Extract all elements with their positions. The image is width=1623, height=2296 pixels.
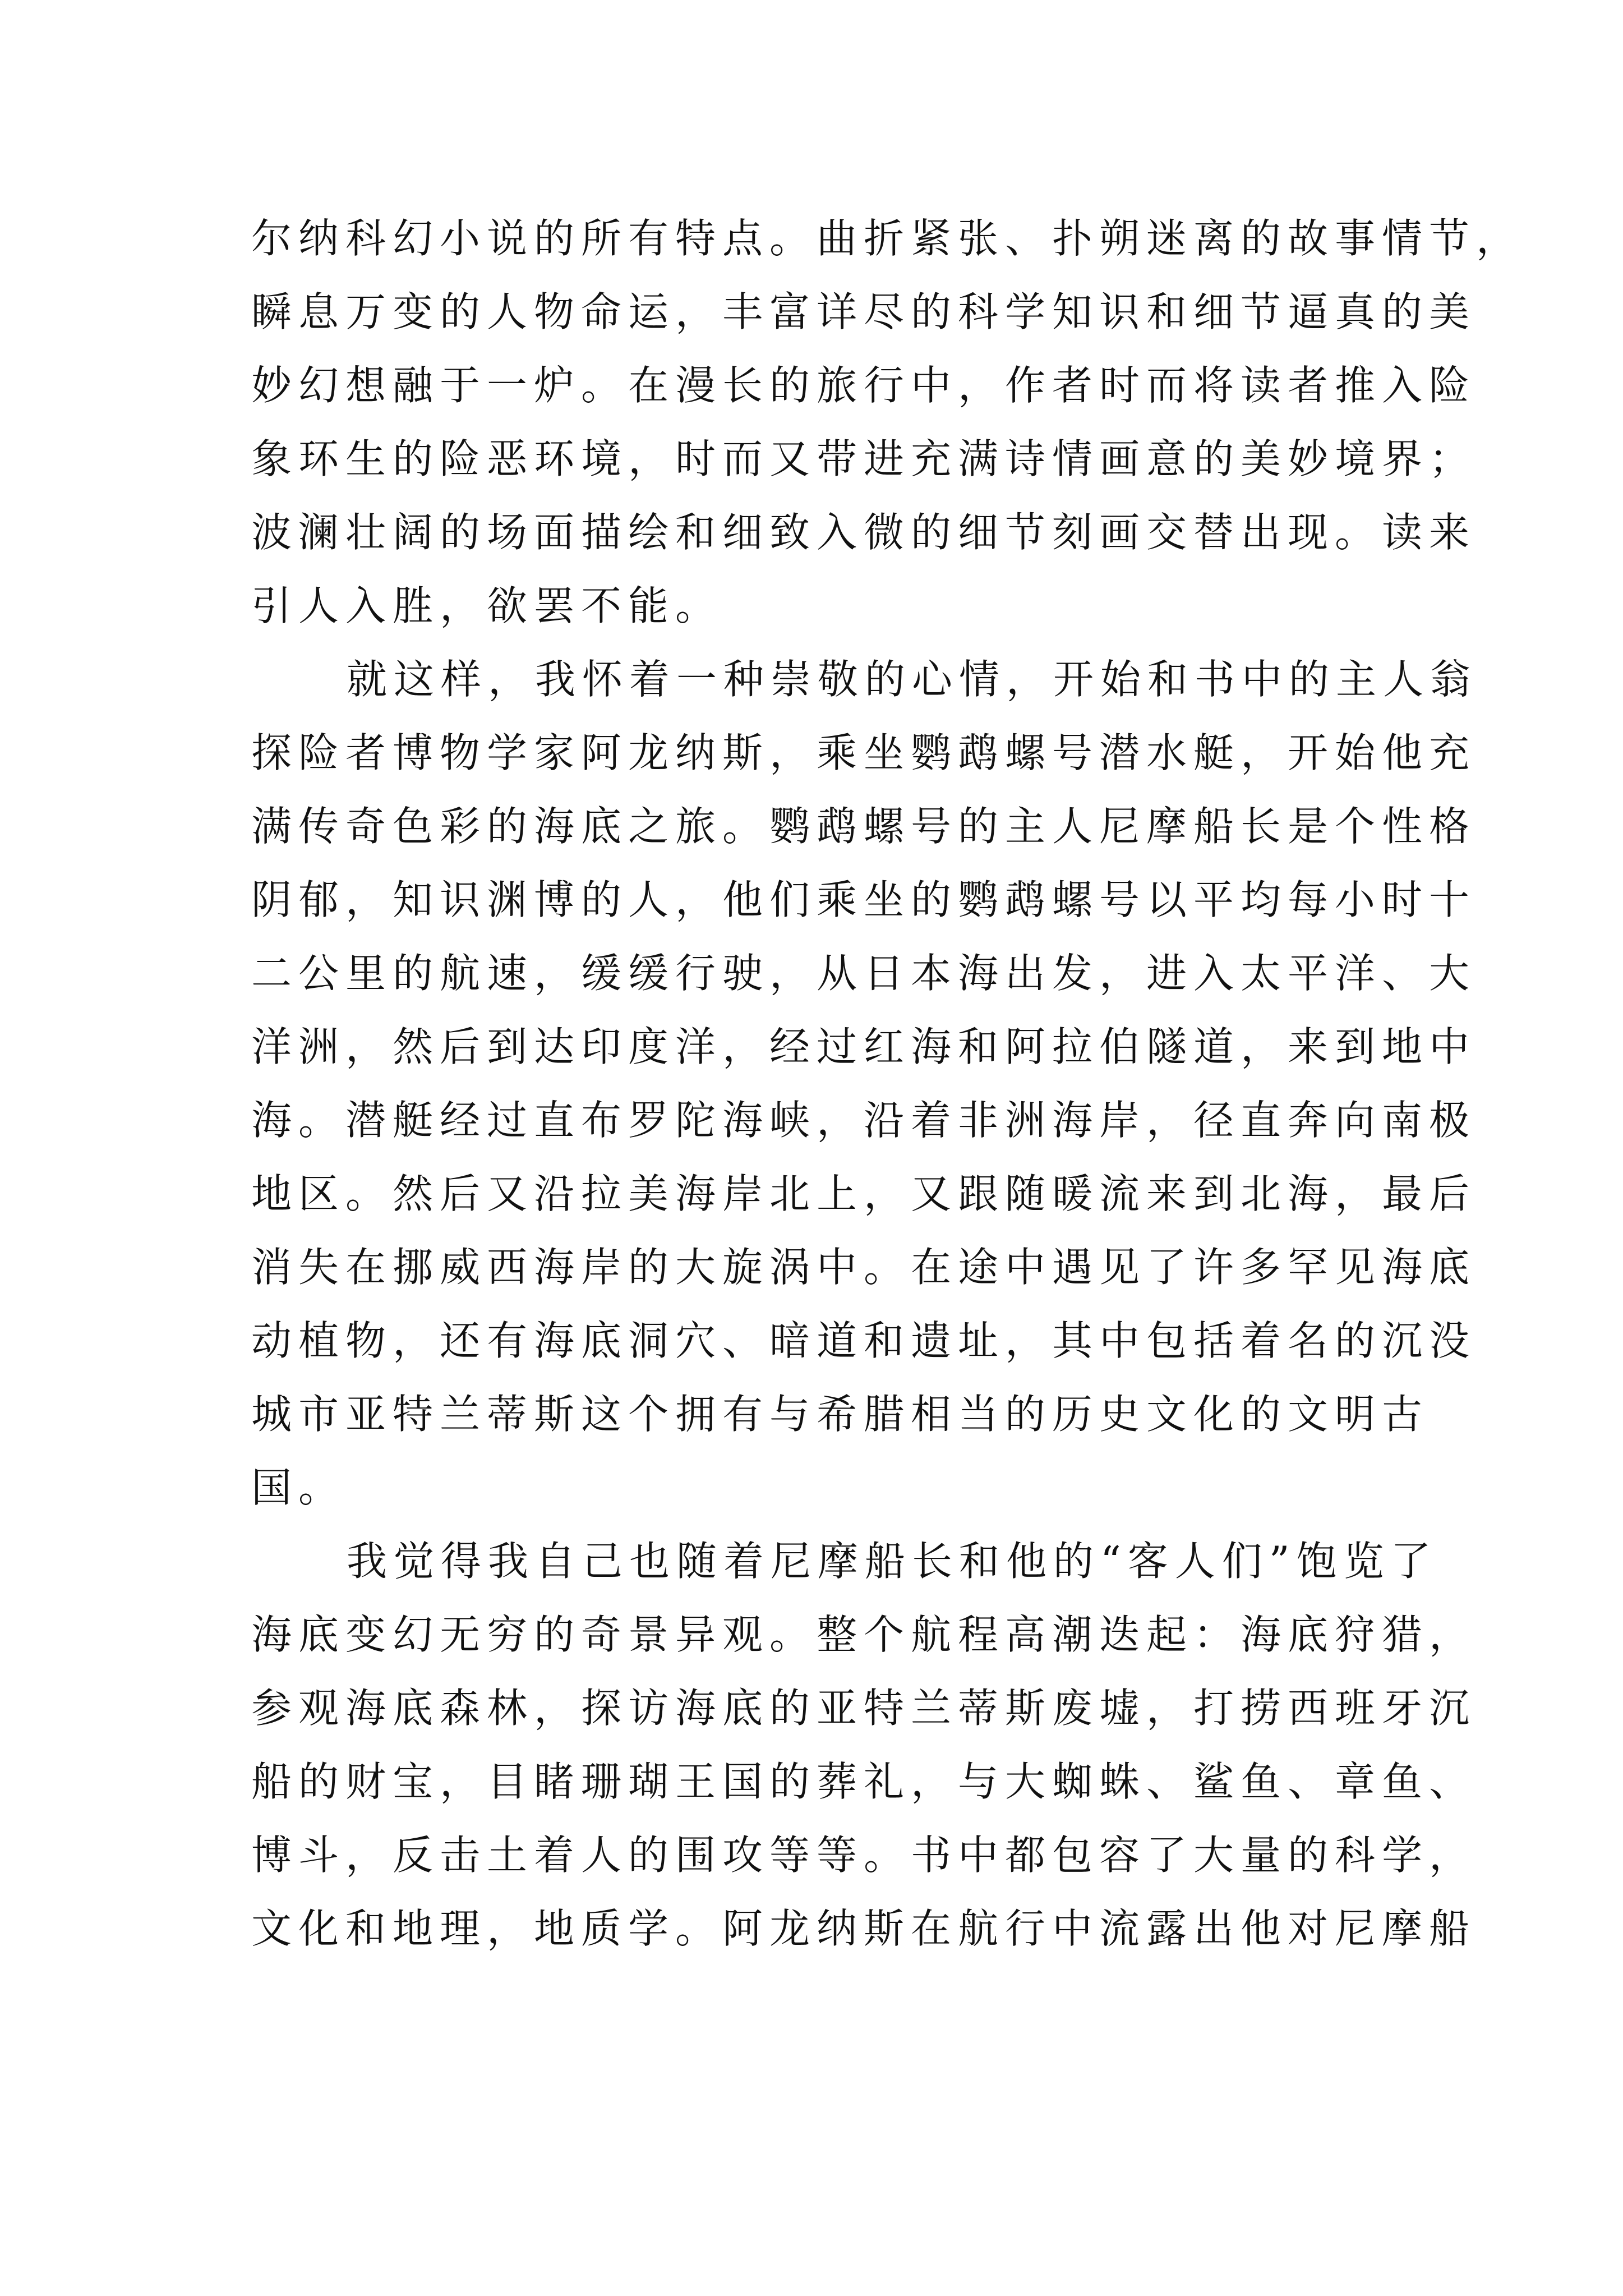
text-line: 我觉得我自己也随着尼摩船长和他的“客人们”饱览了: [347, 1538, 1438, 1585]
text-line: 海。潜艇经过直布罗陀海峡，沿着非洲海岸，径直奔向南极: [251, 1097, 1477, 1144]
text-line: 象环生的险恶环境，时而又带进充满诗情画意的美妙境界；: [251, 435, 1477, 482]
text-line: 动植物，还有海底洞穴、暗道和遗址，其中包括着名的沉没: [251, 1317, 1477, 1364]
text-line: 尔纳科幻小说的所有特点。曲折紧张、扑朔迷离的故事情节，: [251, 215, 1524, 262]
text-line: 参观海底森林，探访海底的亚特兰蒂斯废墟，打捞西班牙沉: [251, 1685, 1477, 1732]
text-line: 国。: [251, 1464, 346, 1511]
text-line: 就这样，我怀着一种崇敬的心情，开始和书中的主人翁: [347, 656, 1478, 703]
text-line: 消失在挪威西海岸的大旋涡中。在途中遇见了许多罕见海底: [251, 1244, 1477, 1291]
text-line: 博斗，反击土着人的围攻等等。书中都包容了大量的科学，: [251, 1832, 1477, 1879]
body-text: [251, 202, 1524, 1966]
text-line: 海底变幻无穷的奇景异观。整个航程高潮迭起：海底狩猎，: [251, 1611, 1477, 1658]
paragraph-1: [251, 202, 1524, 643]
text-line: 妙幻想融于一炉。在漫长的旅行中，作者时而将读者推入险: [251, 362, 1477, 409]
text-line: 引人入胜，欲罢不能。: [251, 582, 723, 629]
paragraph-3: [251, 1525, 1477, 1966]
text-line: 探险者博物学家阿龙纳斯，乘坐鹦鹉螺号潜水艇，开始他充: [251, 729, 1477, 776]
text-line: 阴郁，知识渊博的人，他们乘坐的鹦鹉螺号以平均每小时十: [251, 876, 1477, 923]
text-line: 瞬息万变的人物命运，丰富详尽的科学知识和细节逼真的美: [251, 288, 1477, 335]
text-line: 满传奇色彩的海底之旅。鹦鹉螺号的主人尼摩船长是个性格: [251, 803, 1477, 850]
paragraph-2: [251, 643, 1478, 1525]
text-line: 城市亚特兰蒂斯这个拥有与希腊相当的历史文化的文明古: [251, 1391, 1430, 1438]
text-line: 波澜壮阔的场面描绘和细致入微的细节刻画交替出现。读来: [251, 509, 1477, 556]
text-line: 二公里的航速，缓缓行驶，从日本海出发，进入太平洋、大: [251, 950, 1477, 997]
text-line: 船的财宝，目睹珊瑚王国的葬礼，与大蜘蛛、鲨鱼、章鱼、: [251, 1758, 1477, 1805]
text-line: 文化和地理，地质学。阿龙纳斯在航行中流露出他对尼摩船: [251, 1905, 1477, 1952]
text-line: 地区。然后又沿拉美海岸北上，又跟随暖流来到北海，最后: [251, 1170, 1477, 1217]
text-line: 洋洲，然后到达印度洋，经过红海和阿拉伯隧道，来到地中: [251, 1023, 1477, 1070]
